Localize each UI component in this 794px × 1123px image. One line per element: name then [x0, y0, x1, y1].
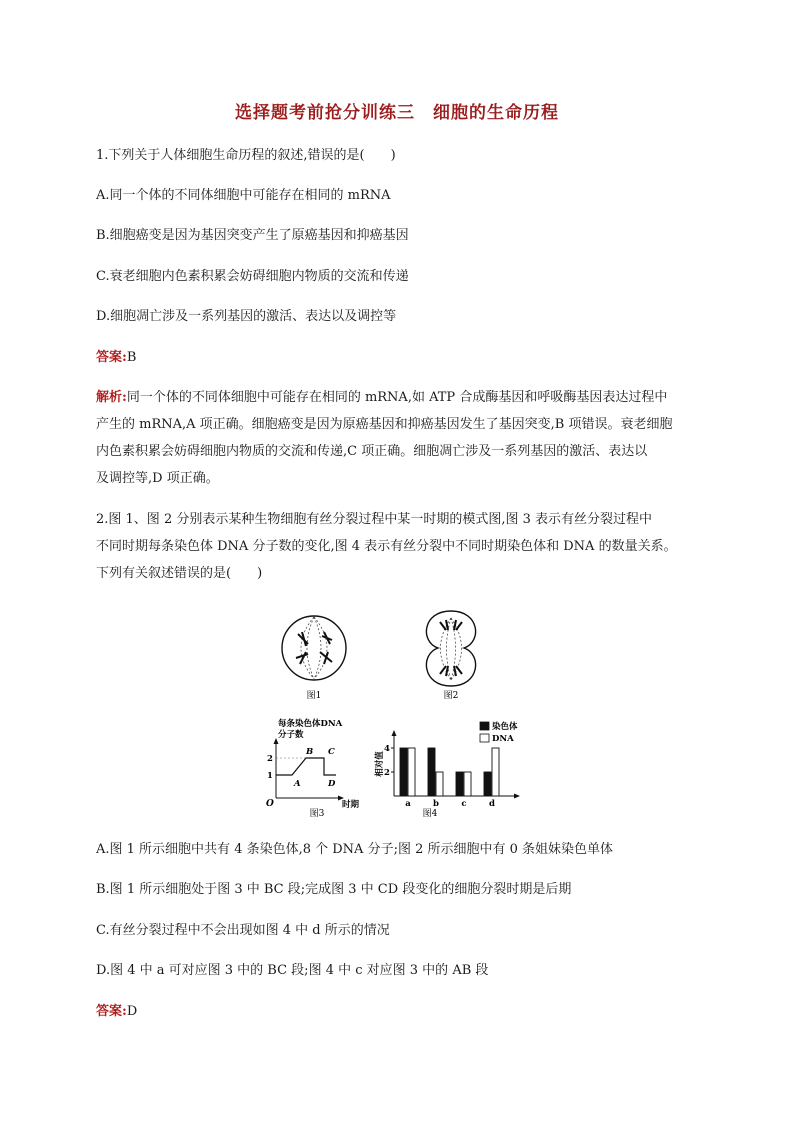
figure-2-caption: 图2 — [443, 691, 459, 701]
figure-4-ytick-2: 2 — [384, 768, 390, 778]
q2-answer-value: D — [126, 1004, 138, 1019]
figure-3-caption: 图3 — [309, 809, 325, 819]
figure-3 — [262, 716, 374, 820]
legend-swatch-chromosome — [480, 722, 489, 730]
q1-explain-line-2: 产生的 mRNA,A 项正确。细胞癌变是因为原癌基因和抑癌基因发生了基因突变,B 项错误。衰老细胞 — [96, 417, 673, 432]
q2-stem-line-2: 不同时期每条染色体 DNA 分子数的变化,图 4 表示有丝分裂中不同时期染色体和 DNA 的数量关系。 — [96, 539, 677, 554]
figure-3-ylabel-1: 每条染色体DNA — [278, 719, 343, 729]
figure-3-point-b: B — [306, 747, 314, 757]
legend-swatch-dna — [480, 734, 489, 742]
bar-b-chromosome — [428, 748, 435, 796]
q2-option-a: A.图 1 所示细胞中共有 4 条染色体,8 个 DNA 分子;图 2 所示细胞中有 0 条姐妹染色单体 — [96, 842, 614, 857]
category-label-a: a — [405, 799, 411, 809]
figure-4-y-arrow — [392, 730, 397, 736]
figure-3-point-d: D — [328, 779, 336, 789]
figure-2 — [412, 608, 490, 704]
q1-explain-text-1: 同一个体的不同体细胞中可能存在相同的 mRNA,如 ATP 合成酶基因和呼吸酶基因表达过程中 — [126, 390, 668, 405]
figure-4-ylabel: 相对值 — [375, 751, 385, 777]
figure-3-ylabel-2: 分子数 — [278, 730, 304, 740]
bar-d-dna — [492, 748, 499, 796]
bar-a-dna — [408, 748, 415, 796]
legend-label-chromosome: 染色体 — [492, 722, 518, 732]
figure-1 — [278, 612, 350, 704]
figure-4-x-arrow — [514, 794, 520, 799]
q1-explain-line-4: 及调控等,D 项正确。 — [96, 471, 219, 486]
category-label-b: b — [433, 799, 439, 809]
q1-option-d: D.细胞凋亡涉及一系列基因的激活、表达以及调控等 — [96, 309, 397, 324]
figure-3-xlabel: 时期 — [342, 800, 360, 810]
page-title: 选择题考前抢分训练三 细胞的生命历程 — [235, 103, 559, 123]
figure-4-bars — [400, 748, 499, 796]
q1-option-c: C.衰老细胞内色素积累会妨碍细胞内物质的交流和传递 — [96, 269, 409, 284]
q2-option-d: D.图 4 中 a 可对应图 3 中的 BC 段;图 4 中 c 对应图 3 中的 AB 段 — [96, 963, 489, 978]
category-label-d: d — [489, 799, 495, 809]
bar-b-dna — [436, 772, 443, 796]
bar-d-chromosome — [484, 772, 491, 796]
q1-option-b: B.细胞癌变是因为基因突变产生了原癌基因和抑癌基因 — [96, 228, 409, 243]
q1-answer-value: B — [126, 350, 137, 365]
figure-4-ytick-4: 4 — [384, 744, 390, 754]
legend-label-dna: DNA — [492, 734, 514, 744]
figure-4-caption: 图4 — [422, 809, 438, 819]
q1-explain-line-1 — [96, 388, 667, 408]
q1-answer-label: 答案: — [96, 350, 127, 365]
q1-explain-line-3: 内色素积累会妨碍细胞内物质的交流和传递,C 项正确。细胞凋亡涉及一系列基因的激活、表达以 — [96, 444, 648, 459]
bar-a-chromosome — [400, 748, 407, 796]
q2-stem-line-1: 2.图 1、图 2 分别表示某种生物细胞有丝分裂过程中某一时期的模式图,图 3 表示有丝分裂过程中 — [96, 512, 653, 527]
figure-3-point-a: A — [294, 779, 301, 789]
bar-c-chromosome — [456, 772, 463, 796]
figure-4 — [372, 716, 524, 820]
q1-stem: 1.下列关于人体细胞生命历程的叙述,错误的是( ) — [96, 148, 396, 163]
category-label-c: c — [461, 799, 467, 809]
q1-answer — [96, 348, 136, 368]
q2-option-c: C.有丝分裂过程中不会出现如图 4 中 d 所示的情况 — [96, 923, 390, 938]
q2-option-b: B.图 1 所示细胞处于图 3 中 BC 段;完成图 3 中 CD 段变化的细胞分裂时期是后期 — [96, 882, 572, 897]
figure-3-ytick-1: 1 — [267, 771, 273, 781]
figure-3-line — [276, 758, 336, 775]
figure-1-caption: 图1 — [306, 691, 322, 701]
figure-3-origin: O — [266, 799, 274, 809]
q2-answer — [96, 1002, 137, 1022]
figure-3-point-c: C — [328, 747, 335, 757]
figure-4-ticks — [384, 744, 394, 778]
figure-4-categories — [405, 799, 495, 809]
q1-explain-label: 解析: — [96, 390, 127, 405]
bar-c-dna — [464, 772, 471, 796]
q2-answer-label: 答案: — [96, 1004, 127, 1019]
figure-3-ytick-2: 2 — [267, 754, 273, 764]
q2-stem-line-3: 下列有关叙述错误的是( ) — [96, 566, 263, 581]
q1-option-a: A.同一个体的不同体细胞中可能存在相同的 mRNA — [96, 188, 391, 203]
